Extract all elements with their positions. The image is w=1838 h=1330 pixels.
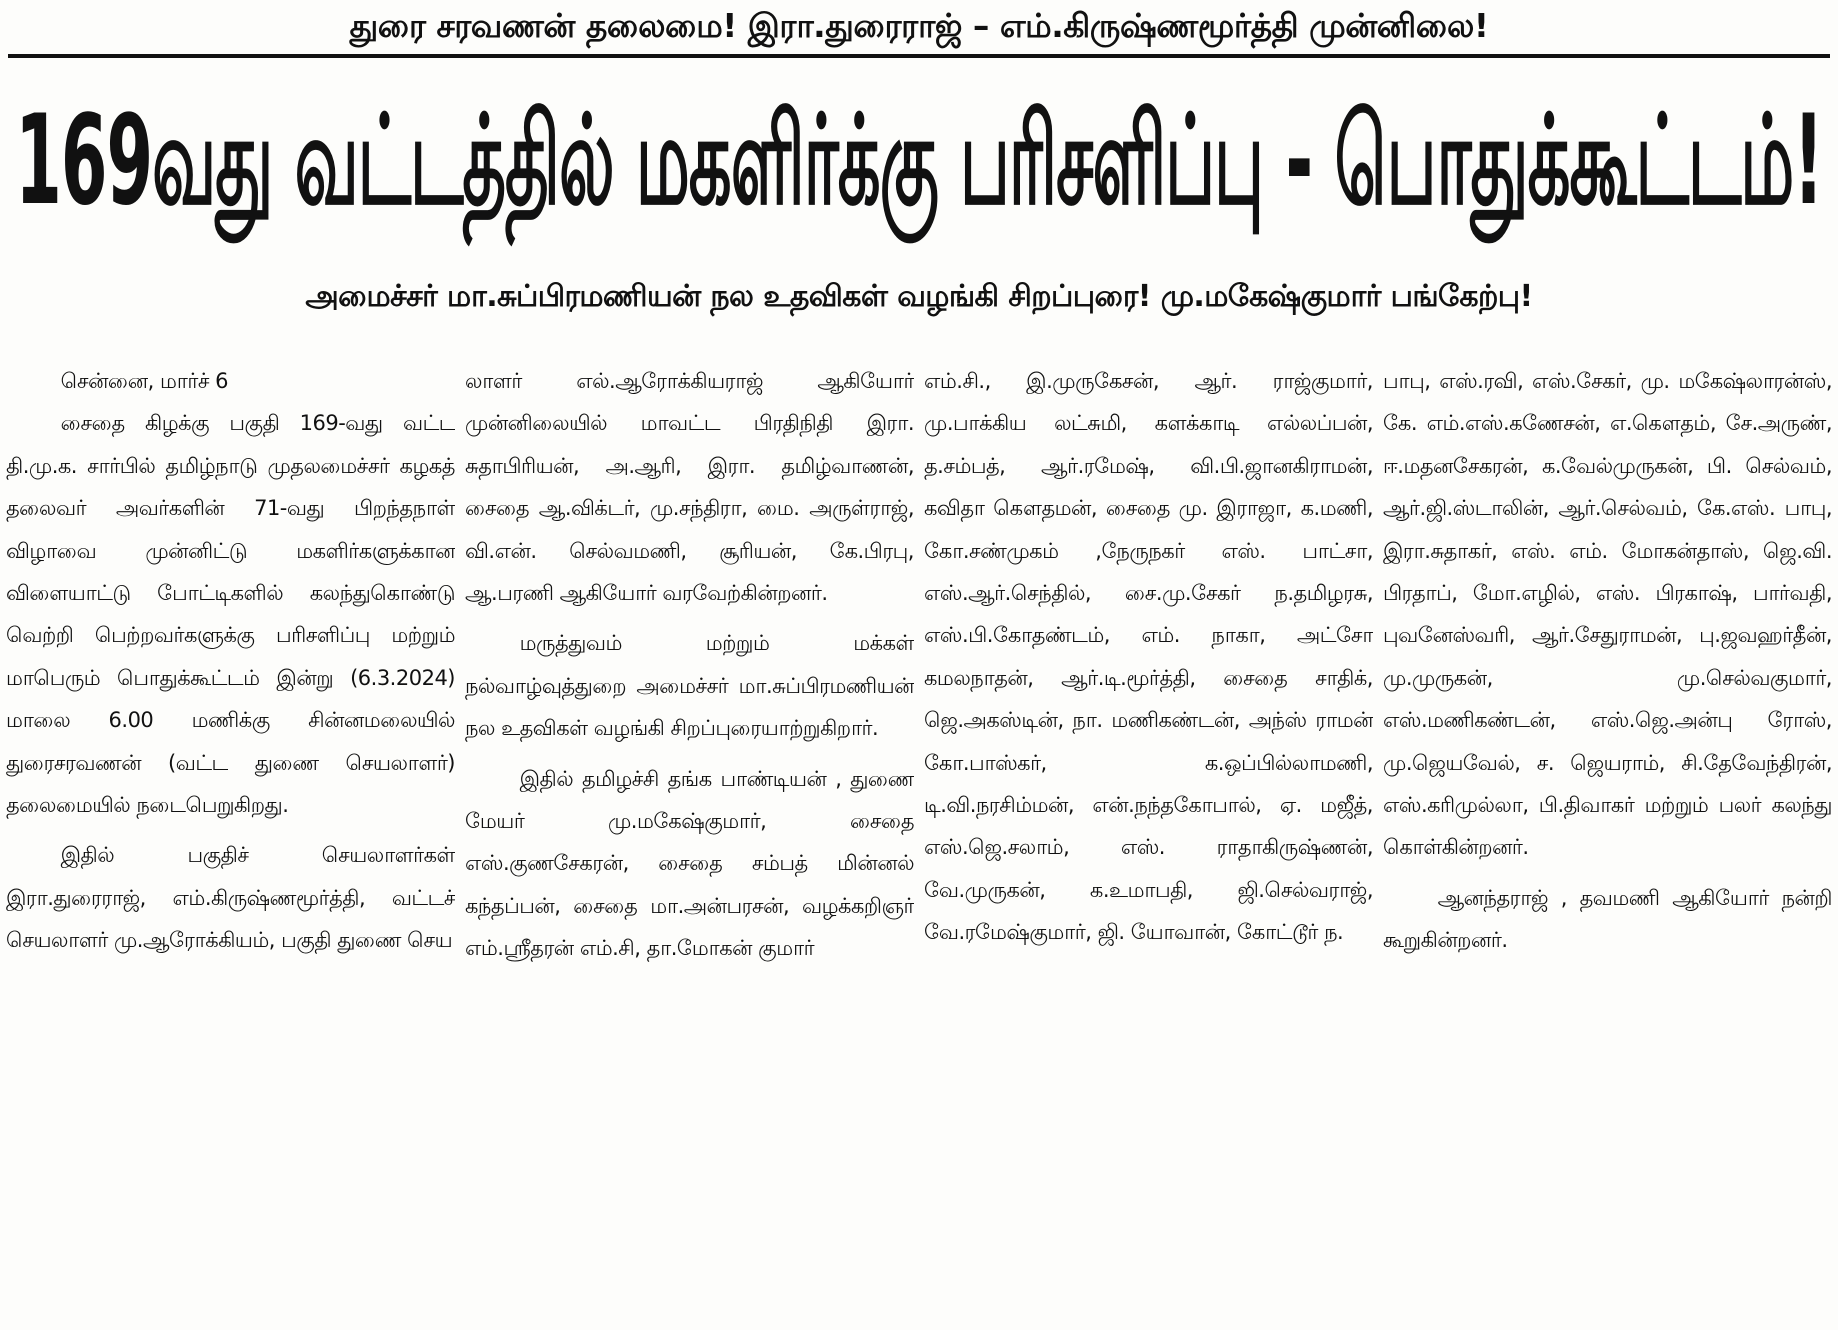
article-paragraph: இதில் பகுதிச் செயலாளர்கள் இரா.துரைராஜ், எம்.கிருஷ்ணமூர்த்தி, வட்டச் செயலாளர் மு.ஆரோக்கியம், பகுதி துணை செய <box>6 843 455 953</box>
kicker-line: துரை சரவணன் தலைமை! இரா.துரைராஜ் – எம்.கிருஷ்ணமூர்த்தி முன்னிலை! <box>349 6 1489 45</box>
headline-rule <box>8 54 1830 58</box>
article-column-1 <box>6 360 455 1330</box>
subhead: அமைச்சர் மா.சுப்பிரமணியன் நல உதவிகள் வழங்கி சிறப்புரை! மு.மகேஷ்குமார் பங்கேற்பு! <box>305 279 1533 314</box>
article-paragraph: மருத்துவம் மற்றும் மக்கள் நல்வாழ்வுத்துறை அமைச்சர் மா.சுப்பிரமணியன் நல உதவிகள் வழங்கி சிறப்புரையாற்றுகிறார். <box>465 631 914 741</box>
article-body <box>6 360 1832 1330</box>
headline-block <box>0 66 1838 256</box>
article-column-3 <box>924 360 1373 1330</box>
article-paragraph: லாளர் எல்.ஆரோக்கியராஜ் ஆகியோர் முன்னிலையில் மாவட்ட பிரதிநிதி இரா. சுதாபிரியன், அ.ஆரி, இரா. தமிழ்வாணன், சைதை ஆ.விக்டர், மு.சந்திரா, மை. அருள்ராஜ், வி.என். செல்வமணி, சூரியன், கே.பிரபு, ஆ.பரணி ஆகியோர் வரவேற்கின்றனர். <box>465 369 914 606</box>
article-column-2 <box>465 360 914 1330</box>
article-paragraph: எம்.சி., இ.முருகேசன், ஆர். ராஜ்குமார், மு.பாக்கிய லட்சுமி, களக்காடி எல்லப்பன், த.சம்பத், ஆர்.ரமேஷ், வி.பி.ஜானகிராமன், கவிதா கௌதமன், சைதை மு. இராஜா, க.மணி, கோ.சண்முகம் ,நேருநகர் எஸ். பாட்சா, எஸ்.ஆர்.செந்தில், சை.மு.சேகர் ந.தமிழரசு, எஸ்.பி.கோதண்டம், எம். நாகா, அட்சோ கமலநாதன், ஆர்.டி.மூர்த்தி, சைதை சாதிக், ஜெ.அகஸ்டின், நா. மணிகண்டன், அந்ஸ் ராமன் கோ.பாஸ்கர், க.ஒப்பில்லாமணி, டி.வி.நரசிம்மன், என்.நந்தகோபால், ஏ. மஜீத், எஸ்.ஜெ.சலாம், எஸ். ராதாகிருஷ்ணன், வே.முருகன், க.உமாபதி, ஜி.செல்வராஜ், வே.ரமேஷ்குமார், ஜி. யோவான், கோட்டூர் ந. <box>924 369 1373 945</box>
article-column-4 <box>1383 360 1832 1330</box>
article-paragraph: சைதை கிழக்கு பகுதி 169-வது வட்ட தி.மு.க. சார்பில் தமிழ்நாடு முதலமைச்சர் கழகத் தலைவர் அவர்களின் 71-வது பிறந்தநாள் விழாவை முன்னிட்டு மகளிர்களுக்கான விளையாட்டு போட்டிகளில் கலந்துகொண்டு வெற்றி பெற்றவர்களுக்கு பரிசளிப்பு மற்றும் மாபெரும் பொதுக்கூட்டம் இன்று (6.3.2024) மாலை 6.00 மணிக்கு சின்னமலையில் துரைசரவணன் (வட்ட துணை செயலாளர்) தலைமையில் நடைபெறுகிறது. <box>6 411 455 818</box>
headline: 169வது வட்டத்தில் மகளிர்க்கு பரிசளிப்பு - பொதுக்கூட்டம்! <box>15 87 1823 233</box>
article-paragraph: இதில் தமிழச்சி தங்க பாண்டியன் , துணை மேயர் மு.மகேஷ்குமார், சைதை எஸ்.குணசேகரன், சைதை சம்பத் மின்னல் கந்தப்பன், சைதை மா.அன்பரசன், வழக்கறிஞர் எம்.ஸ்ரீதரன் எம்.சி, தா.மோகன் குமார் <box>465 766 914 961</box>
article-paragraph: ஆனந்தராஜ் , தவமணி ஆகியோர் நன்றி கூறுகின்றனர். <box>1383 885 1832 953</box>
dateline: சென்னை, மார்ச் 6 <box>60 369 229 393</box>
article-paragraph: பாபு, எஸ்.ரவி, எஸ்.சேகர், மு. மகேஷ்லாரன்ஸ், கே. எம்.எஸ்.கணேசன், எ.கௌதம், சே.அருண், ஈ.மதனசேகரன், க.வேல்முருகன், பி. செல்வம், ஆர்.ஜி.ஸ்டாலின், ஆர்.செல்வம், கே.எஸ். பாபு, இரா.சுதாகர், எஸ். எம். மோகன்தாஸ், ஜெ.வி. பிரதாப், மோ.எழில், எஸ். பிரகாஷ், பார்வதி, புவனேஸ்வரி, ஆர்.சேதுராமன், பு.ஜவஹர்தீன், மு.முருகன், மு.செல்வகுமார், எஸ்.மணிகண்டன், எஸ்.ஜெ.அன்பு ரோஸ், மு.ஜெயவேல், ச. ஜெயராம், சி.தேவேந்திரன், எஸ்.கரிமுல்லா, பி.திவாகர் மற்றும் பலர் கலந்து கொள்கின்றனர். <box>1383 369 1832 860</box>
